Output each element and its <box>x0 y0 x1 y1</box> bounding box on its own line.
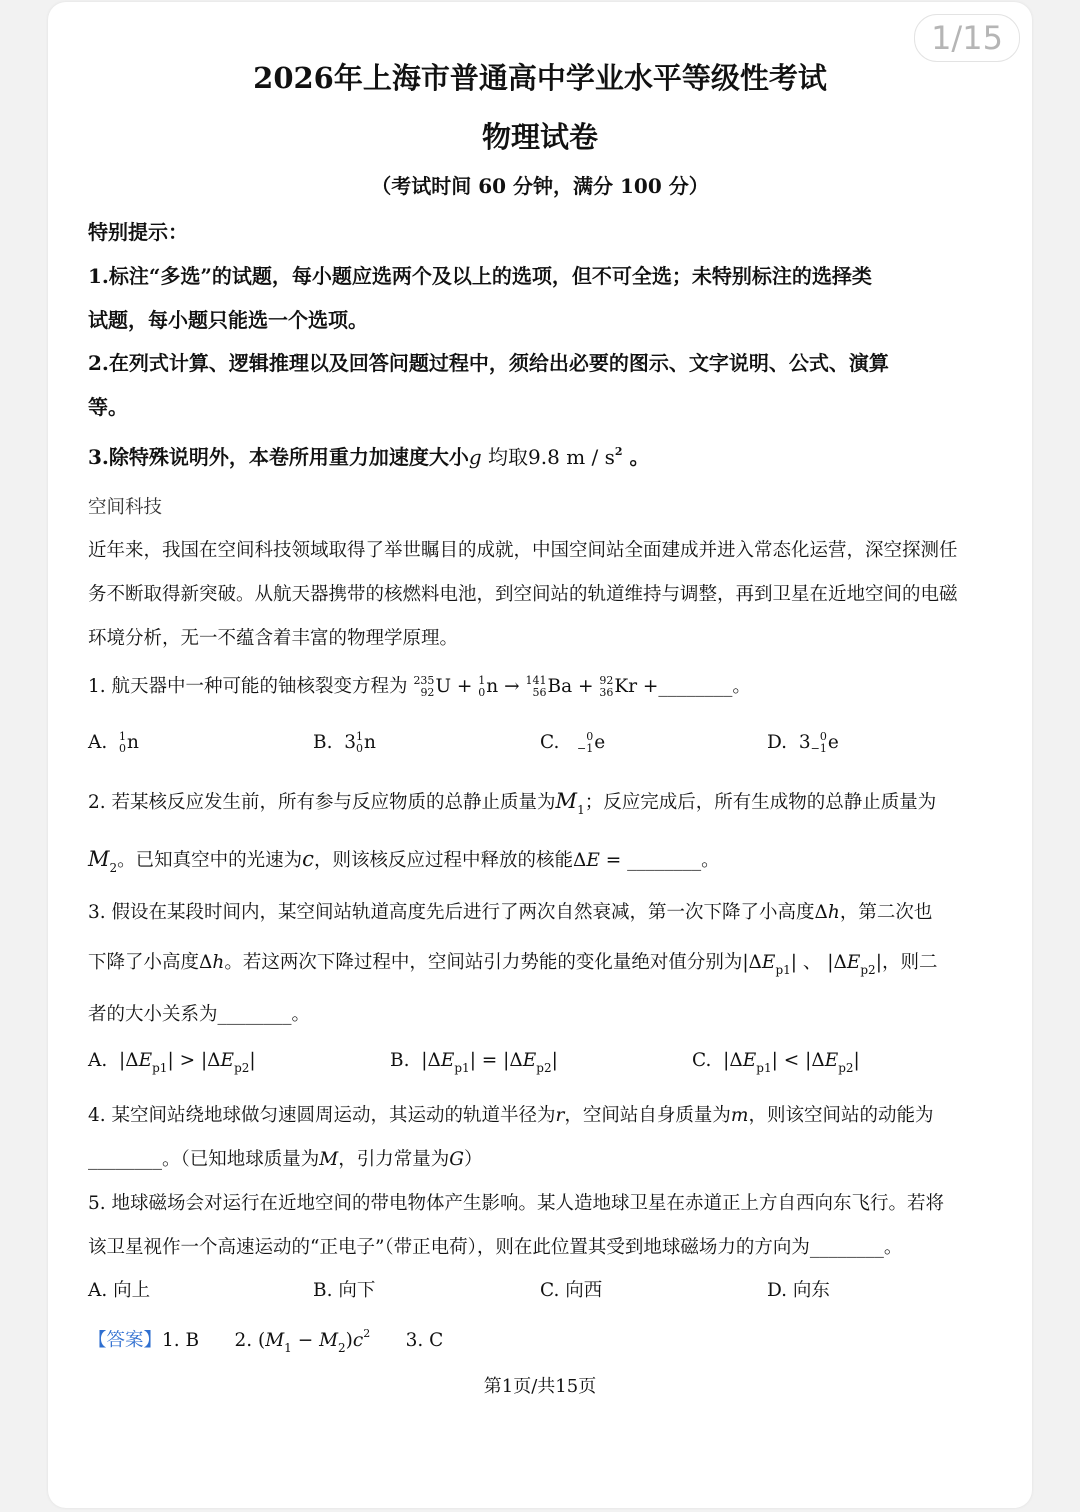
exam-info: （考试时间 60 分钟，满分 100 分） <box>371 174 709 198</box>
exam-title: 2026年上海市普通高中学业水平等级性考试 <box>253 61 827 95</box>
notes-heading: 特别提示： <box>88 220 188 244</box>
answer-line: 【答案】1. B 2. $(M_1 - M_2)c^2$ 3. C <box>88 1327 444 1355</box>
q1-option-d[interactable]: D. 3 0 −1 e <box>767 730 839 755</box>
question-4-line-2: ________。（已知地球质量为M，引力常量为G） <box>88 1149 483 1170</box>
note-2-line-1: 2.在列式计算、逻辑推理以及回答问题过程中，须给出必要的图示、文字说明、公式、演算 <box>88 351 889 375</box>
page-footer: 第1页/共15页 <box>483 1376 597 1397</box>
section-intro-line-3: 环境分析，无一不蕴含着丰富的物理学原理。 <box>88 628 459 649</box>
note-3: 3.除特殊说明外，本卷所用重力加速度大小g 均取9.8 m / $s^2$ 。 <box>88 445 650 469</box>
question-3-line-3: 者的大小关系为________。 <box>88 1004 311 1025</box>
question-5-line-2: 该卫星视作一个高速运动的“正电子”（带正电荷），则在此位置其受到地球磁场力的方向为________。 <box>88 1237 903 1258</box>
question-4-line-1: 4. 某空间站绕地球做匀速圆周运动，其运动的轨道半径为r，空间站自身质量为m，则该空间站的动能为 <box>88 1105 934 1126</box>
q1-option-c[interactable]: C. 0 −1 e <box>540 730 606 755</box>
question-1-stem: 1. 航天器中一种可能的铀核裂变方程为 235 92 U + 1 0 n → 141 56 Ba + 92 36 Kr +________。 <box>88 674 751 699</box>
question-3-line-1: 3. 假设在某段时间内，某空间站轨道高度先后进行了两次自然衰减，第一次下降了小高度Δh，第二次也 <box>88 902 933 923</box>
note-1-line-2: 试题，每小题只能选一个选项。 <box>88 308 368 332</box>
section-title: 空间科技 <box>88 497 163 518</box>
section-intro-line-2: 务不断取得新突破。从航天器携带的核燃料电池，到空间站的轨道维持与调整，再到卫星在近地空间的电磁 <box>88 584 958 605</box>
q3-option-b[interactable]: B. $|\Delta E_{p1}| = |\Delta E_{p2}|$ <box>390 1050 558 1075</box>
page-indicator: 1/15 <box>914 14 1020 62</box>
q1-option-a[interactable]: A. 1 0 n <box>88 730 139 755</box>
q5-option-a[interactable]: A. 向上 <box>88 1280 151 1301</box>
note-1-line-1: 1.标注“多选”的试题，每小题应选两个及以上的选项，但不可全选；未特别标注的选择类 <box>88 264 872 288</box>
note-2-line-2: 等。 <box>88 395 128 419</box>
question-2-line-2: $M_2$。已知真空中的光速为c，则该核反应过程中释放的核能ΔE = ________。 <box>88 847 720 875</box>
q5-option-b[interactable]: B. 向下 <box>313 1280 376 1301</box>
section-intro-line-1: 近年来，我国在空间科技领域取得了举世瞩目的成就，中国空间站全面建成并进入常态化运营，深空探测任 <box>88 540 958 561</box>
q5-option-c[interactable]: C. 向西 <box>540 1280 603 1301</box>
q3-option-c[interactable]: C. $|\Delta E_{p1}| < |\Delta E_{p2}|$ <box>692 1050 860 1075</box>
q1-option-b[interactable]: B. 3 1 0 n <box>313 730 376 755</box>
question-2-line-1: 2. 若某核反应发生前，所有参与反应物质的总静止质量为$M_1$；反应完成后，所有生成物的总静止质量为 <box>88 789 937 817</box>
exam-subtitle: 物理试卷 <box>481 120 598 154</box>
question-3-line-2: 下降了小高度Δh。若这两次下降过程中，空间站引力势能的变化量绝对值分别为$|\Delta E_{p1}|$ 、 $|\Delta E_{p2}|$，则二 <box>88 952 938 977</box>
q3-option-a[interactable]: A. $|\Delta E_{p1}| > |\Delta E_{p2}|$ <box>88 1050 256 1075</box>
answer-label: 【答案】 <box>88 1330 163 1351</box>
q5-option-d[interactable]: D. 向东 <box>767 1280 830 1301</box>
question-5-line-1: 5. 地球磁场会对运行在近地空间的带电物体产生影响。某人造地球卫星在赤道正上方自西向东飞行。若将 <box>88 1193 945 1214</box>
